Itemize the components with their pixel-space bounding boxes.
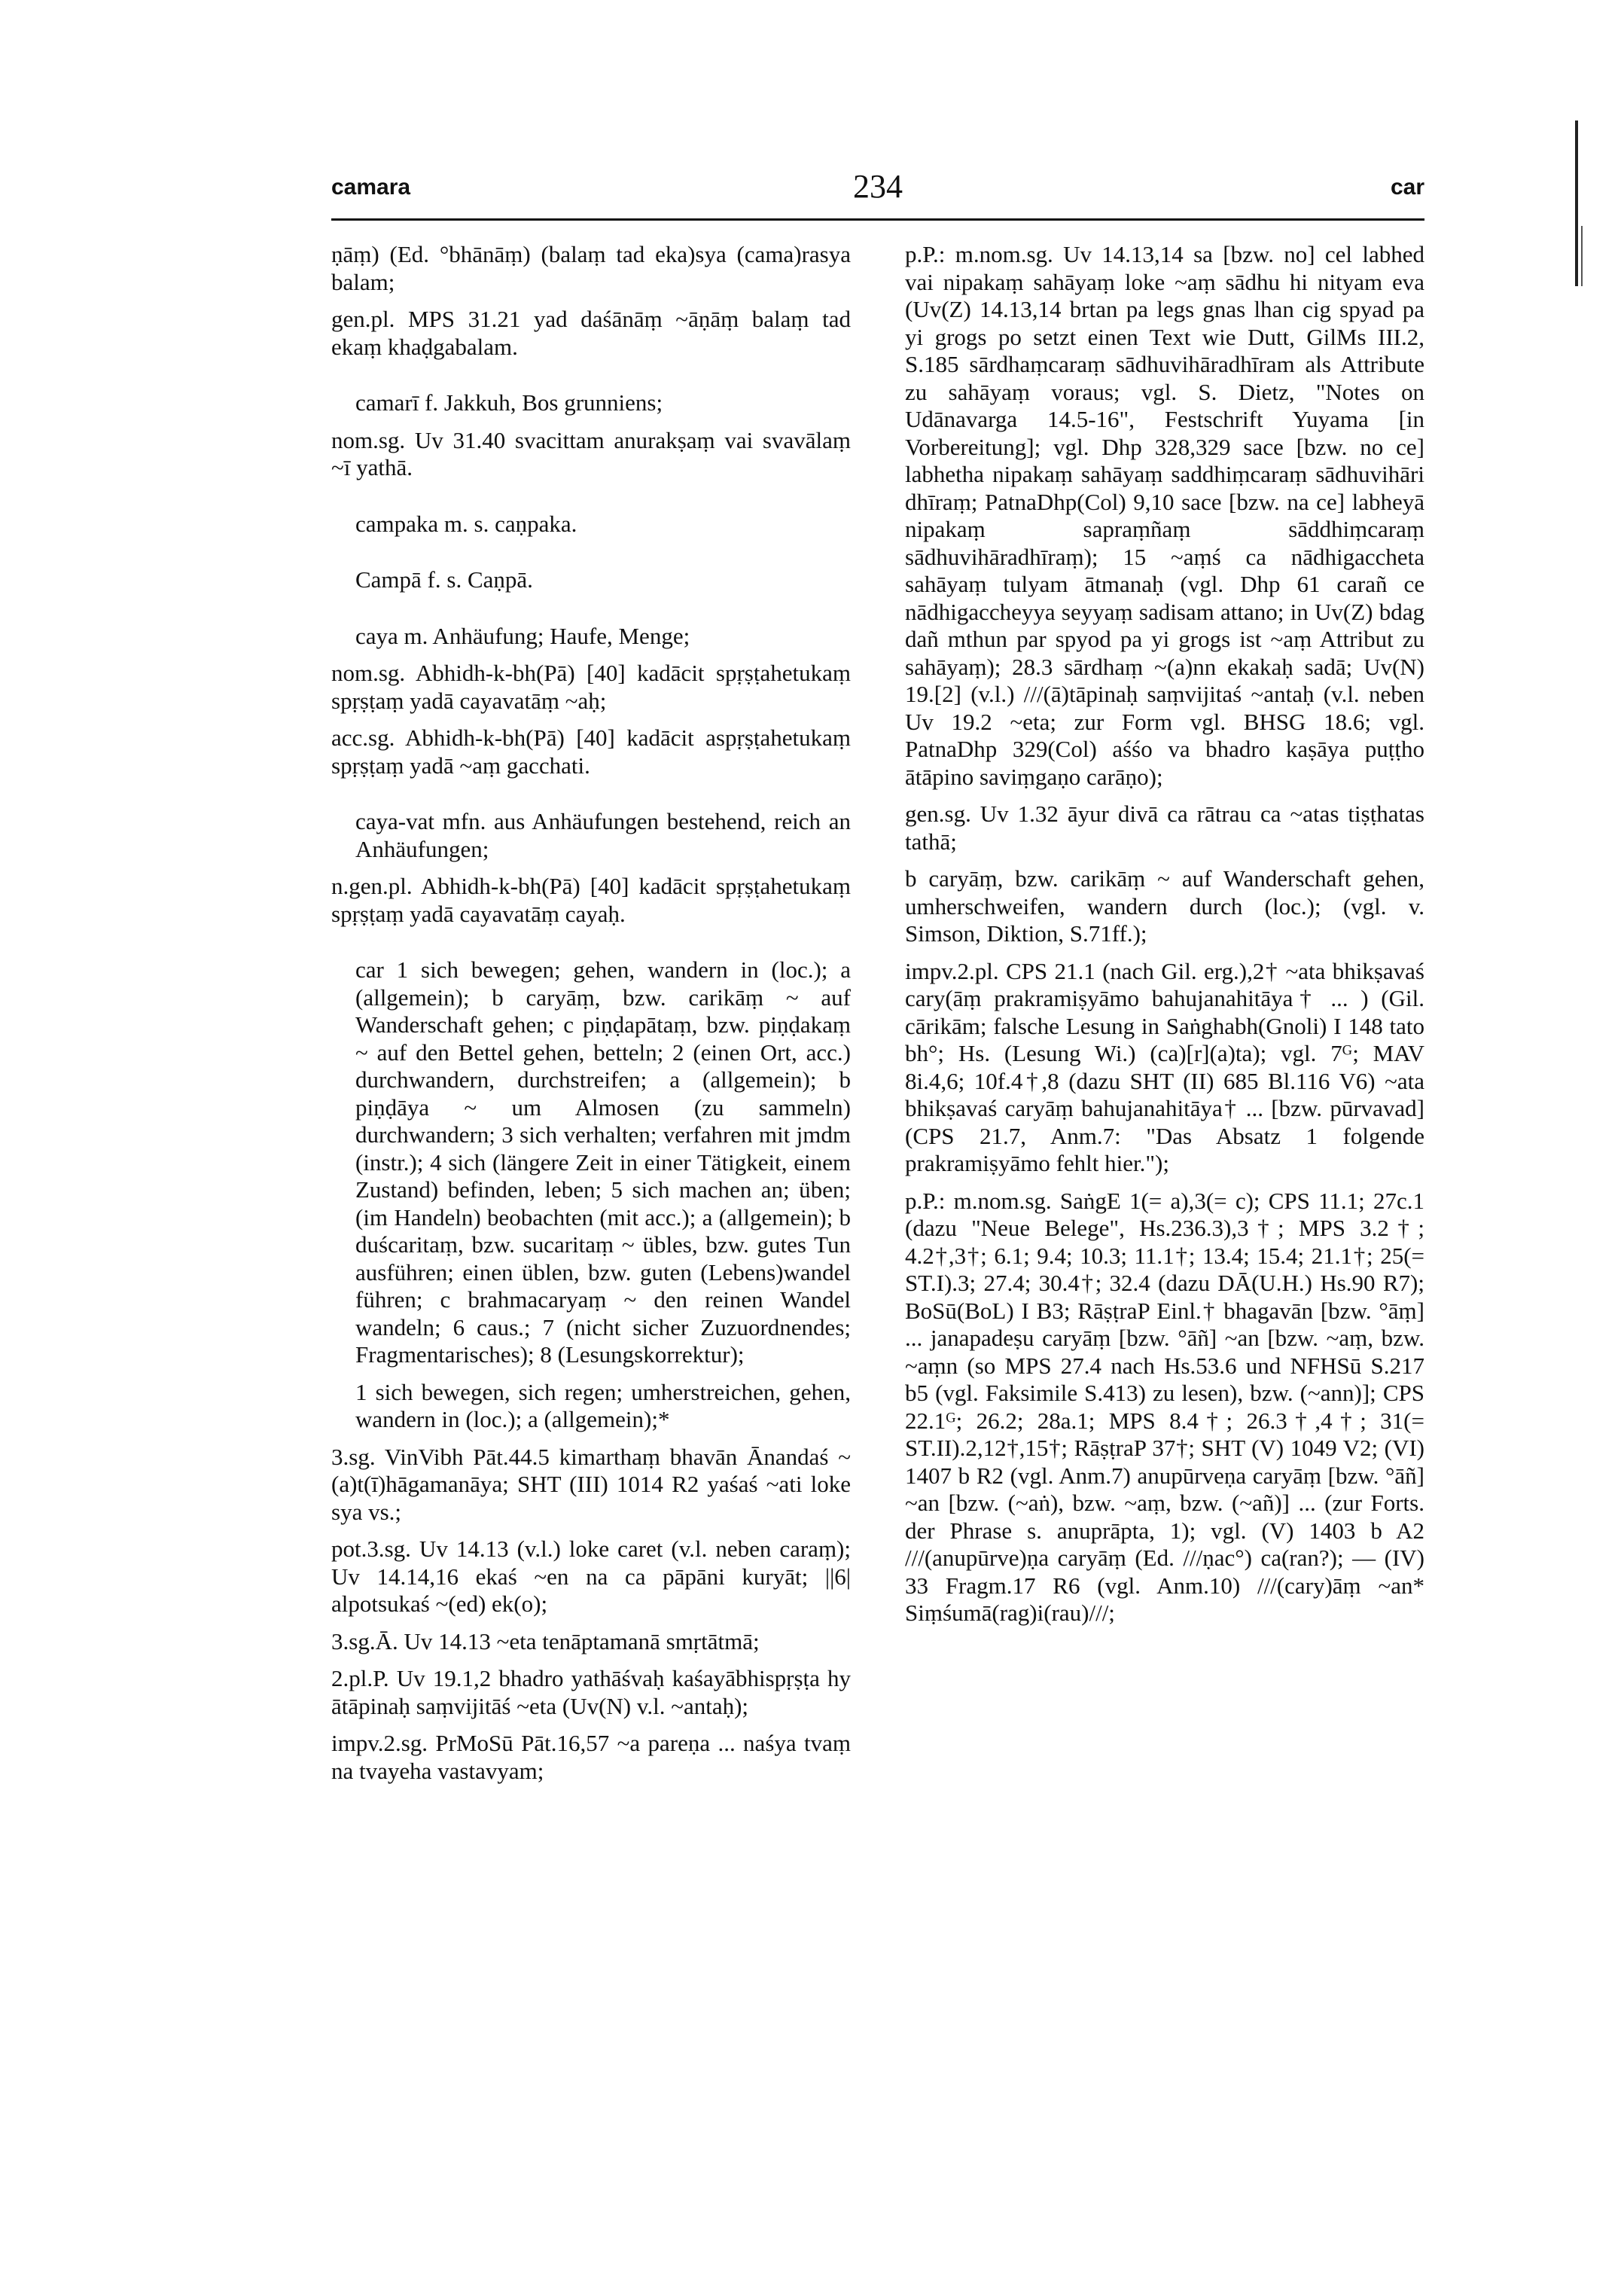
entry-paragraph: p.P.: m.nom.sg. SaṅgE 1(= a),3(= c); CPS 11.1; 27c.1 (dazu "Neue Belege", Hs.236.3),3†; MPS 3.2†; 4.2†,3†; 6.1; 9.4; 10.3; 11.1†; 13.4; 15.4; 21.1†; 25(= ST.I).3; 27.4; 30.4†; 32.4 (dazu DĀ(U.H.) Hs.90 R7); BoSū(BoL) I B3; RāṣṭraP Einl.† bhagavān [bzw. °āṃ] ... janapadeṣu caryāṃ [bzw. °āñ] ~an [bzw. ~aṃ, bzw. ~aṃn (so MPS 27.4 nach Hs.53.6 und NFHSū S.217 b5 (vgl. Faksimile S.413) zu lesen), bzw. (~ann)]; CPS 22.1ᴳ; 26.2; 28a.1; MPS 8.4†; 26.3†,4†; 31(= ST.II).2,12†,15†; RāṣṭraP 37†; SHT (V) 1049 V2; (VI) 1407 b R2 (vgl. Anm.7) anupūrveṇa caryāṃ [bzw. °āñ] ~an [bzw. (~aṅ), bzw. ~aṃ, bzw. (~añ)] ... (zur Forts. der Phrase s. anuprāpta, 1); vgl. (V) 1403 b A2 ///(anupūrve)ṇa caryāṃ (Ed. ///ṇac°) ca(ran?); — (IV) 33 Fragm.17 R6 (vgl. Anm.10) ///(cary)āṃ ~an* Siṃśumā(rag)i(rau)///; (905, 1187, 1424, 1626)
entry-paragraph: impv.2.sg. PrMoSū Pāt.16,57 ~a pareṇa ... naśya tvaṃ na tvayeha vastavyam; (331, 1730, 851, 1784)
entry-paragraph: gen.sg. Uv 1.32 āyur divā ca rātrau ca ~atas tiṣṭhatas tathā; (905, 801, 1424, 855)
scan-edge-line (1575, 120, 1578, 286)
headword-entry: campaka m. s. caṇpaka. (355, 510, 577, 537)
entry-paragraph: pot.3.sg. Uv 14.13 (v.l.) loke caret (v.l. neben caraṃ); Uv 14.14,16 ekaś ~en na ca pāpāni kuryāt; ||6| alpotsukaś ~(ed) ek(o); (331, 1536, 851, 1617)
entry-paragraph: 1 sich bewegen, sich regen; umherstreichen, gehen, wandern in (loc.); a (allgemein);* (355, 1378, 851, 1432)
right-column (905, 241, 1424, 1637)
entry-paragraph: gen.pl. MPS 31.21 yad daśānāṃ ~āṇāṃ balaṃ tad ekaṃ khaḍgabalam. (331, 306, 851, 360)
entry-paragraph: ṇāṃ) (Ed. °bhānāṃ) (balaṃ tad eka)sya (cama)rasya balam; (331, 241, 851, 295)
entry-paragraph: impv.2.pl. CPS 21.1 (nach Gil. erg.),2† ~ata bhikṣavaś cary(āṃ prakramiṣyāmo bahujanahitāya† ... ) (Gil. cārikām; falsche Lesung in Saṅghabh(Gnoli) I 148 tato bh°; Hs. (Lesung Wi.) (ca)[r](a)ta); vgl. 7ᴳ; MAV 8i.4,6; 10f.4†,8 (dazu SHT (II) 685 Bl.116 V6) ~ata bhikṣavaś caryāṃ bahujanahitāya† ... [bzw. pūrvavad] (CPS 21.7, Anm.7: "Das Absatz 1 folgende prakramiṣyāmo fehlt hier."); (905, 957, 1424, 1176)
headword-entry: caya-vat mfn. aus Anhäufungen bestehend, reich an Anhäufungen; (355, 808, 851, 862)
entry-paragraph: 2.pl.P. Uv 19.1,2 bhadro yathāśvaḥ kaśayābhispṛṣṭa hy ātāpinaḥ saṃvijitāś ~eta (Uv(N) v.l. ~antaḥ); (331, 1665, 851, 1719)
headword-entry: Campā f. s. Caṇpā. (355, 566, 533, 593)
headword-entry: car 1 sich bewegen; gehen, wandern in (loc.); a (allgemein); b caryāṃ, bzw. carikāṃ ~ auf Wanderschaft gehen; c piṇḍapātaṃ, bzw. piṇḍakaṃ ~ auf den Bettel gehen, betteln; 2 (einen Ort, acc.) durchwandern, durchstreifen; a (allgemein); b piṇḍāya ~ um Almosen (zu sammeln) durchwandern; 3 sich verhalten; verfahren mit jmdm (instr.); 4 sich (längere Zeit in einer Tätigkeit, einem Zustand) befinden, leben; 5 sich machen an; üben; (im Handeln) beobachten (mit acc.); a (allgemein); b duścaritaṃ, bzw. sucaritaṃ ~ übles, bzw. gutes Tun ausführen; einen üblen, bzw. guten (Lebens)wandel führen; c brahmacaryaṃ ~ den reinen Wandel wandeln; 6 caus.; 7 (nicht sicher Zuzuordnendes; Fragmentarisches); 8 (Lesungskorrektur); (355, 956, 851, 1368)
headword-entry: camarī f. Jakkuh, Bos grunniens; (355, 389, 663, 416)
page-header (331, 167, 1424, 212)
entry-paragraph: b caryāṃ, bzw. carikāṃ ~ auf Wanderschaft gehen, umherschweifen, wandern durch (loc.); (vgl. v. Simson, Diktion, S.71ff.); (905, 865, 1424, 947)
running-head-right: car (1390, 175, 1424, 200)
scan-edge-line-secondary (1581, 226, 1583, 286)
header-rule (331, 218, 1424, 221)
entry-paragraph: 3.sg. VinVibh Pāt.44.5 kimarthaṃ bhavān Ānandaś ~(a)t(ī)hāgamanāya; SHT (III) 1014 R2 yaśaś ~ati loke sya vs.; (331, 1443, 851, 1525)
entry-paragraph: n.gen.pl. Abhidh-k-bh(Pā) [40] kadācit spṛṣṭahetukaṃ spṛṣṭaṃ yadā cayavatāṃ cayaḥ. (331, 873, 851, 927)
running-head-left: camara (331, 175, 411, 200)
entry-paragraph: 3.sg.Ā. Uv 14.13 ~eta tenāptamanā smṛtātmā; (331, 1627, 760, 1654)
entry-paragraph: acc.sg. Abhidh-k-bh(Pā) [40] kadācit aspṛṣṭahetukaṃ spṛṣṭaṃ yadā ~aṃ gacchati. (331, 724, 851, 779)
page-number: 234 (853, 168, 903, 205)
entry-paragraph: nom.sg. Uv 31.40 svacittam anurakṣaṃ vai svavālaṃ ~ī yathā. (331, 426, 851, 480)
entry-paragraph: nom.sg. Abhidh-k-bh(Pā) [40] kadācit spṛṣṭahetukaṃ spṛṣṭaṃ yadā cayavatāṃ ~aḥ; (331, 660, 851, 714)
headword-entry: caya m. Anhäufung; Haufe, Menge; (355, 622, 690, 649)
left-column (331, 241, 851, 1795)
entry-paragraph: p.P.: m.nom.sg. Uv 14.13,14 sa [bzw. no] cel labhed vai nipakaṃ sahāyaṃ loke ~aṃ sādhu hi nityam eva (Uv(Z) 14.13,14 brtan pa legs gnas lhan cig spyad pa yi grogs po setzt einen Text wie Dutt, GilMs III.2, S.185 sārdhaṃcaraṃ sādhuvihāradhīram als Attribute zu sahāyaṃ voraus; vgl. S. Dietz, "Notes on Udānavarga 14.5-16", Festschrift Yuyama [in Vorbereitung]; vgl. Dhp 328,329 sace [bzw. no ce] labhetha nipakaṃ sahāyaṃ saddhiṃcaraṃ sādhuvihāri dhīraṃ; PatnaDhp(Col) 9,10 sace [bzw. na ce] labheyā nipakaṃ sapraṃñaṃ sāddhiṃcaraṃ sādhuvihāradhīraṃ); 15 ~aṃś ca nādhigaccheta sahāyaṃ tulyam ātmanaḥ (vgl. Dhp 61 carañ ce nādhigaccheyya seyyaṃ sadisam attano; in Uv(Z) bdag dañ mthun par spyod pa yi grogs ist ~aṃ Attribut zu sahāyaṃ); 28.3 sārdhaṃ ~(a)nn ekakaḥ sadā; Uv(N) 19.[2] (v.l.) ///(ā)tāpinaḥ saṃvijitaś ~antaḥ (v.l. neben Uv 19.2 ~eta; zur Form vgl. BHSG 18.6; vgl. PatnaDhp 329(Col) aśśo va bhadro kaṣāya puṭṭho ātāpino saviṃgaṇo carāṇo); (905, 241, 1424, 790)
